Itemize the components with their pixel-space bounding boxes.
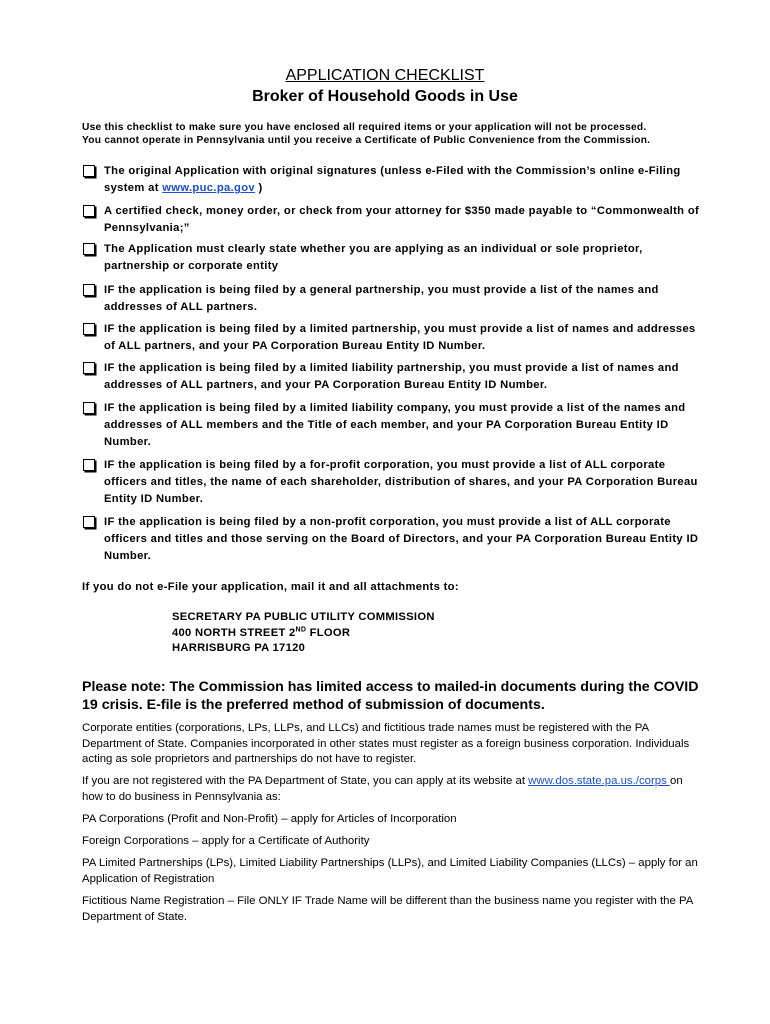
checkbox-icon[interactable] bbox=[83, 243, 95, 255]
checklist-item-text: A certified check, money order, or check from your attorney for $350 made payable to “Commonwealth of Pennsylvania;” bbox=[104, 205, 700, 234]
mailing-instructions: If you do not e-File your application, mail it and all attachments to: bbox=[82, 581, 459, 593]
dos-website-link[interactable]: www.dos.state.pa.us./corps bbox=[528, 775, 670, 787]
puc-website-link[interactable]: www.puc.pa.gov bbox=[162, 182, 255, 194]
checkbox-icon[interactable] bbox=[83, 284, 95, 296]
foreign-corporations-line: Foreign Corporations – apply for a Certificate of Authority bbox=[82, 835, 370, 847]
checkbox-icon[interactable] bbox=[83, 362, 95, 374]
pa-corporations-line: PA Corporations (Profit and Non-Profit) – apply for Articles of Incorporation bbox=[82, 813, 457, 825]
covid-notice: Please note: The Commission has limited access to mailed-in documents during the COVID 19 crisis. E-file is the preferred method of submission of documents. bbox=[82, 679, 699, 713]
checkbox-icon[interactable] bbox=[83, 165, 95, 177]
checklist-item-text: IF the application is being filed by a for-profit corporation, you must provide a list of ALL corporate officers and titles, the name of each shareholder, distribution of shares, and your PA Corporation Bureau Entity ID Number. bbox=[104, 459, 698, 505]
checkbox-icon[interactable] bbox=[83, 459, 95, 471]
address-line-1: SECRETARY PA PUBLIC UTILITY COMMISSION bbox=[172, 611, 435, 623]
checkbox-icon[interactable] bbox=[83, 205, 95, 217]
checklist-item-text: IF the application is being filed by a general partnership, you must provide a list of the names and addresses of ALL partners. bbox=[104, 284, 659, 313]
intro-line-2: You cannot operate in Pennsylvania until you receive a Certificate of Public Convenience from the Commission. bbox=[82, 135, 651, 146]
checklist-item-text: IF the application is being filed by a limited liability partnership, you must provide a list of names and addresses of ALL partners, and your PA Corporation Bureau Entity ID Number. bbox=[104, 362, 679, 391]
checklist-item-text: The Application must clearly state whether you are applying as an individual or sole proprietor, partnership or corporate entity bbox=[104, 243, 643, 272]
checkbox-icon[interactable] bbox=[83, 402, 95, 414]
checkbox-icon[interactable] bbox=[83, 323, 95, 335]
page-title: APPLICATION CHECKLIST bbox=[285, 67, 485, 84]
registration-paragraph: Corporate entities (corporations, LPs, LLPs, and LLCs) and fictitious trade names must be registered with the PA Department of State. Companies incorporated in other states must register as a foreign business corporation. Individuals acting as sole proprietors and partnerships do not have to register. bbox=[82, 722, 690, 765]
address-line-2: 400 NORTH STREET 2ND FLOOR bbox=[172, 625, 351, 639]
intro-notice bbox=[82, 121, 722, 147]
checklist-item-text: IF the application is being filed by a limited partnership, you must provide a list of names and addresses of ALL partners, and your PA Corporation Bureau Entity ID Number. bbox=[104, 323, 696, 352]
checklist-item-text-end: ) bbox=[254, 182, 263, 194]
dos-paragraph: If you are not registered with the PA Department of State, you can apply at its website at www.dos.state.pa.us./corps on how to do business in Pennsylvania as: bbox=[82, 775, 683, 803]
intro-line-1: Use this checklist to make sure you have enclosed all required items or your application will not be processed. bbox=[82, 122, 647, 133]
partnerships-line: PA Limited Partnerships (LPs), Limited Liability Partnerships (LLPs), and Limited Liability Companies (LLCs) – apply for an Application of Registration bbox=[82, 857, 698, 885]
page-subtitle: Broker of Household Goods in Use bbox=[252, 88, 518, 105]
mailing-address bbox=[172, 610, 435, 657]
checkbox-icon[interactable] bbox=[83, 516, 95, 528]
checklist-item-text: The original Application with original signatures (unless e-Filed with the Commission’s online e-Filing system at bbox=[104, 165, 681, 194]
address-line-3: HARRISBURG PA 17120 bbox=[172, 642, 306, 654]
checklist-item-text: IF the application is being filed by a limited liability company, you must provide a list of the names and addresses of ALL members and the Title of each member, and your PA Corporation Bureau Entity ID Number. bbox=[104, 402, 686, 448]
fictitious-name-line: Fictitious Name Registration – File ONLY IF Trade Name will be different than the business name you register with the PA Department of State. bbox=[82, 895, 693, 923]
checklist-item-text: IF the application is being filed by a non-profit corporation, you must provide a list of ALL corporate officers and titles and those serving on the Board of Directors, and your PA Corporation Bureau Entity ID Number. bbox=[104, 516, 699, 562]
